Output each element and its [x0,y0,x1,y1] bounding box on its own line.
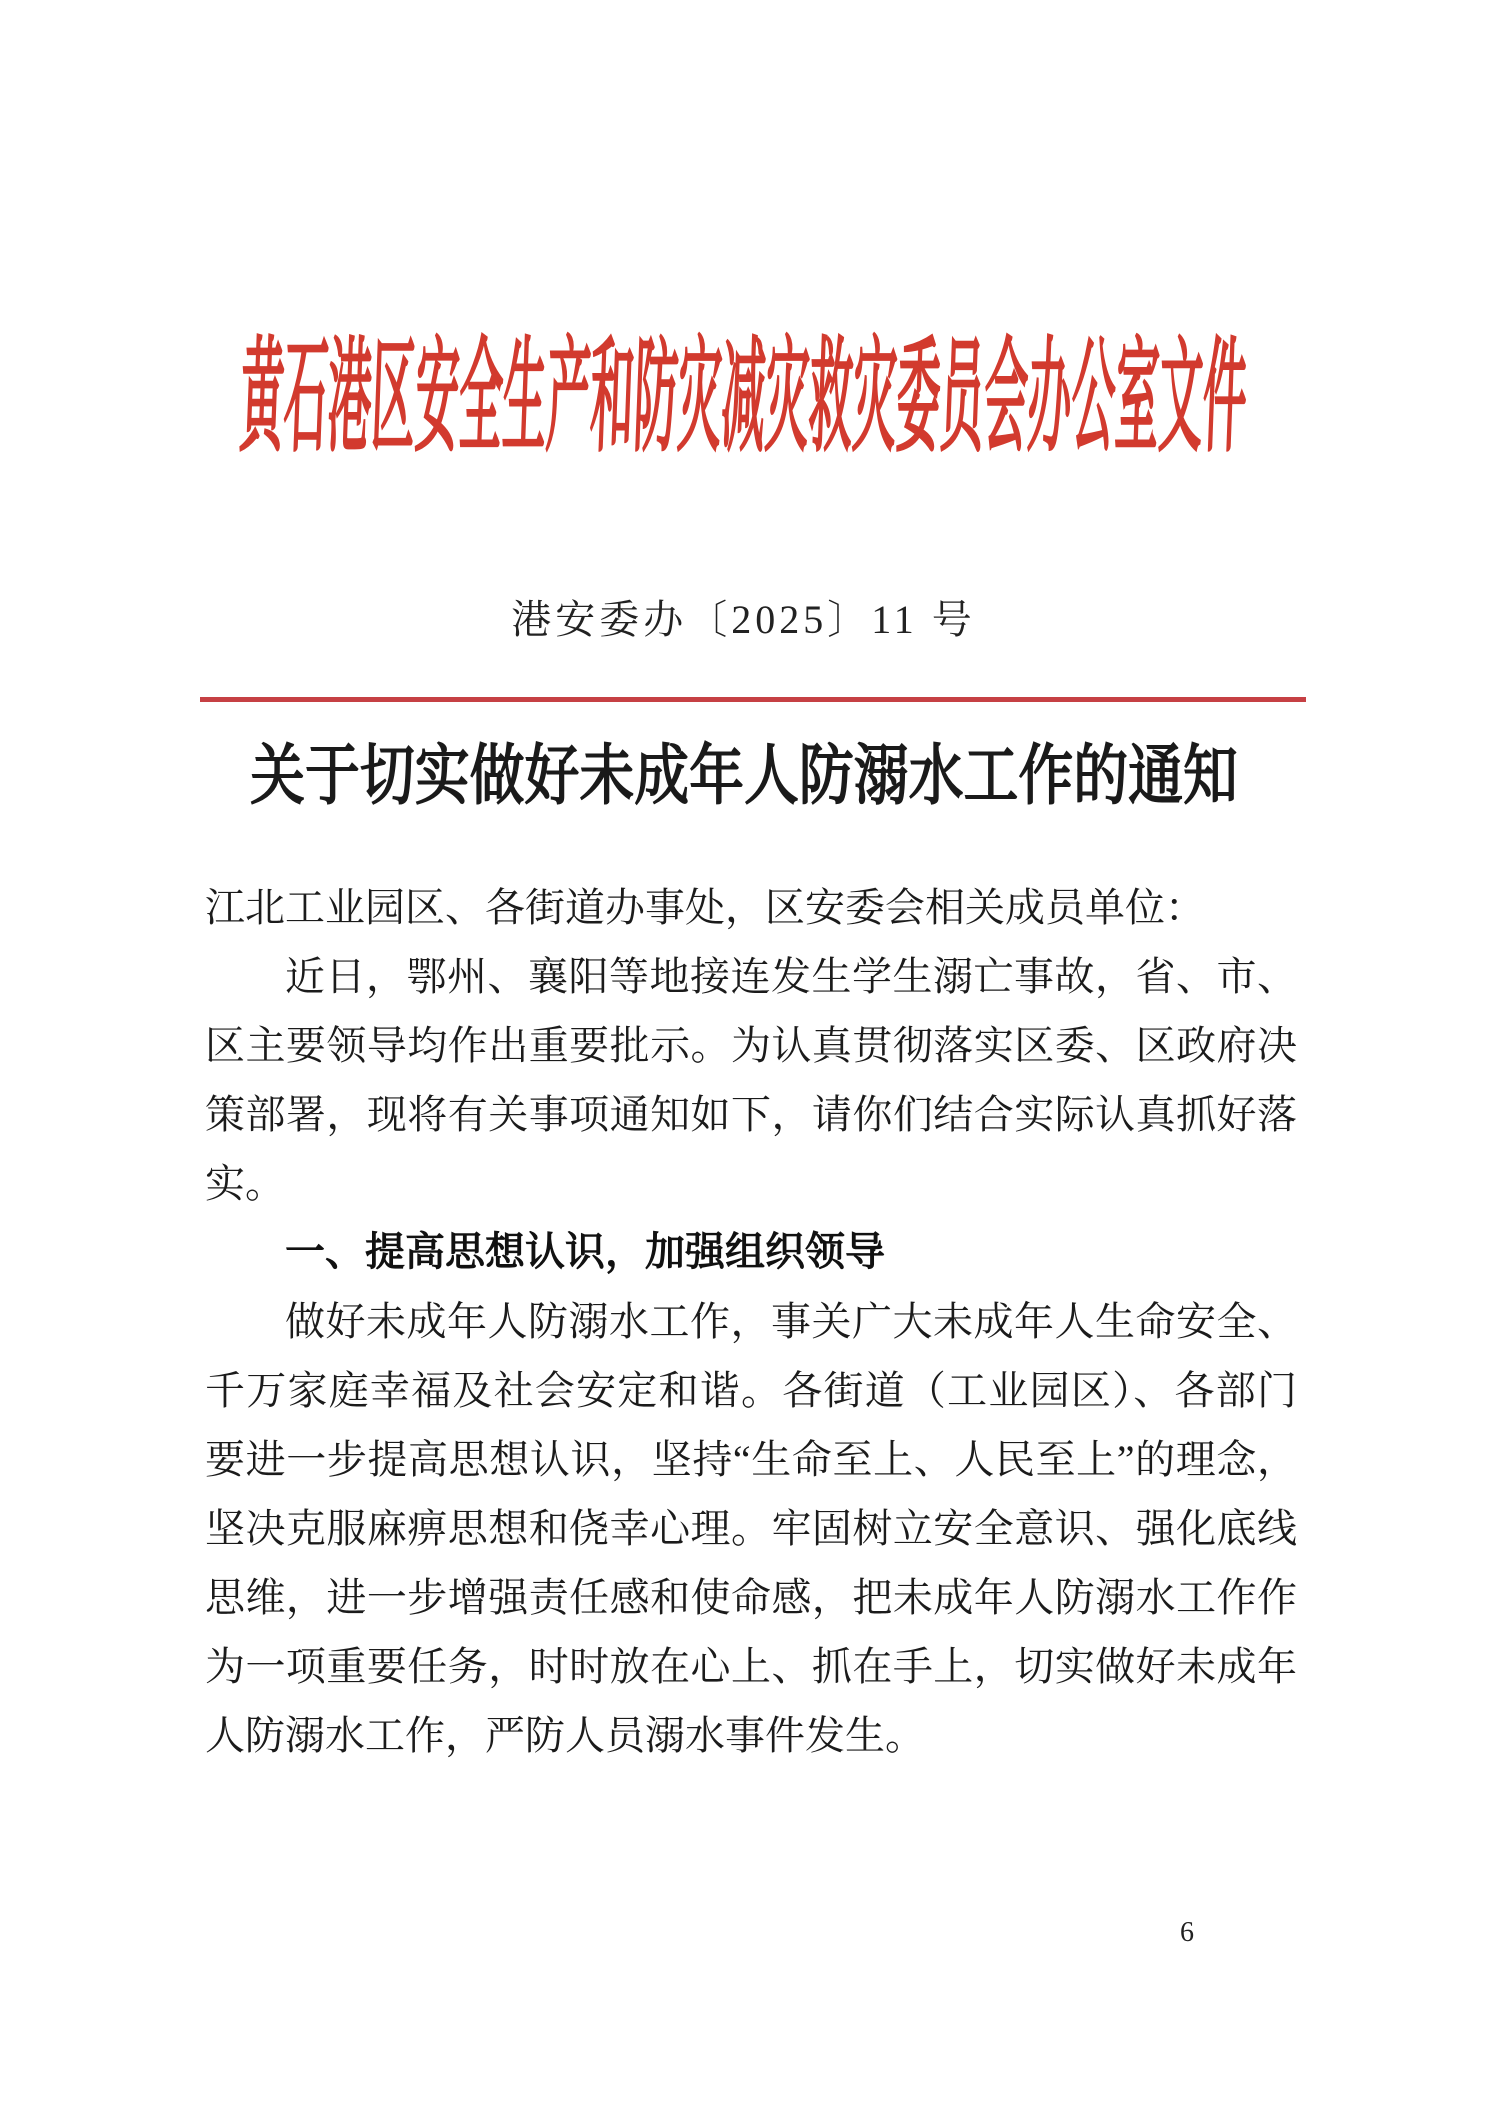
document-title-row [0,740,1487,814]
page-number: 6 [1180,1917,1194,1948]
body-paragraph: 近日，鄂州、襄阳等地接连发生学生溺亡事故，省、市、区主要领导均作出重要批示。为认真贯彻落实区委、区政府决策部署，现将有关事项通知如下，请你们结合实际认真抓好落实。 [205,954,1297,1206]
salutation-paragraph: 江北工业园区、各街道办事处，区安委会相关成员单位： [205,885,1205,930]
section-heading-paragraph: 一、提高思想认识，加强组织领导 [285,1230,885,1274]
letterhead-org-title: 黄石港区安全生产和防灾减灾救灾委员会办公室文件 [237,330,1250,468]
letterhead [0,330,1487,468]
document-body [205,873,1297,1770]
doc-number: 港安委办〔2025〕11 号 [511,597,976,642]
red-divider-line [200,697,1306,702]
document-title: 关于切实做好未成年人防溺水工作的通知 [249,740,1238,814]
body-paragraph: 做好未成年人防溺水工作，事关广大未成年人生命安全、千万家庭幸福及社会安定和谐。各街道（工业园区）、各部门要进一步提高思想认识，坚持“生命至上、人民至上”的理念，坚决克服麻痹思想和侥幸心理。牢固树立安全意识、强化底线思维，进一步增强责任感和使命感，把未成年人防溺水工作作为一项重要任务，时时放在心上、抓在手上，切实做好未成年人防溺水工作，严防人员溺水事件发生。 [205,1299,1297,1758]
